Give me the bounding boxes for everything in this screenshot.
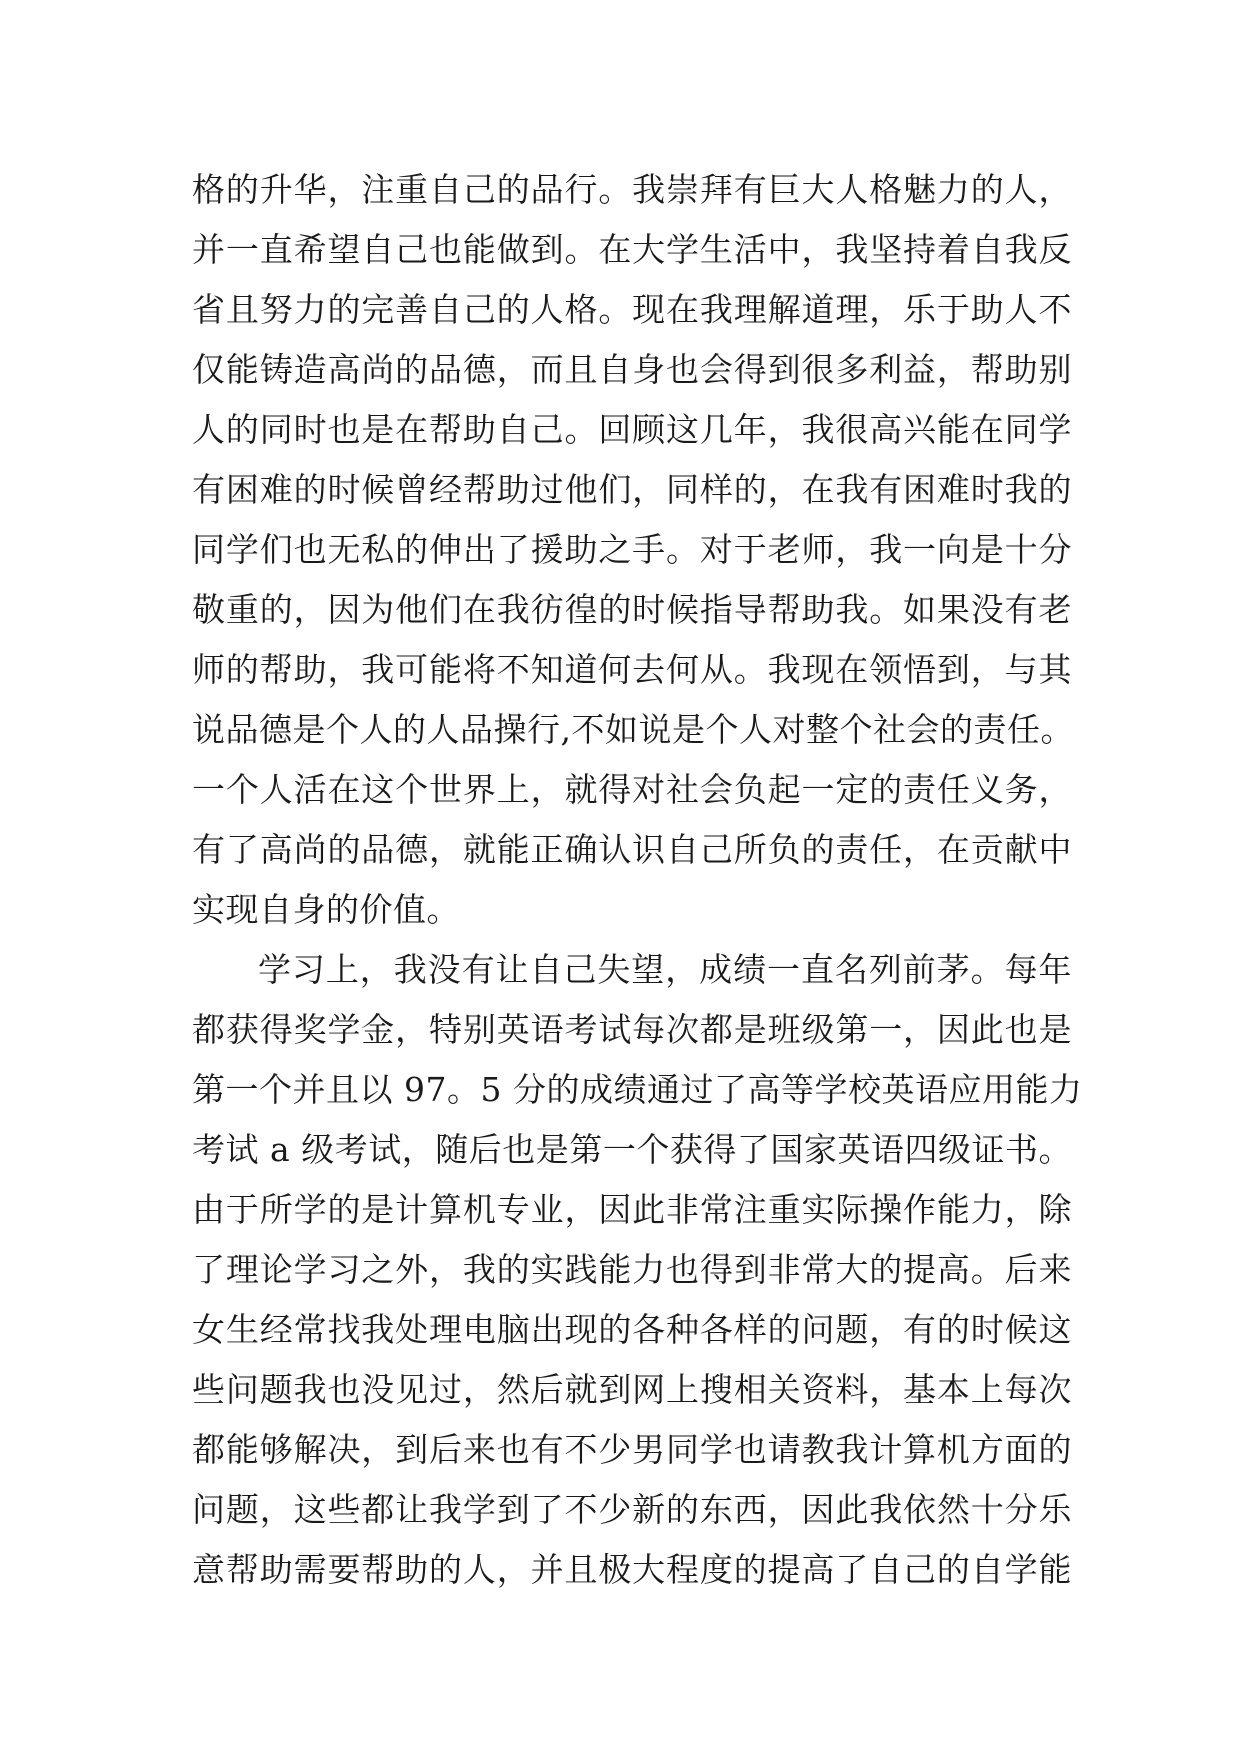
text-line: 了理论学习之外，我的实践能力也得到非常大的提高。后来: [192, 1250, 1072, 1289]
text-line: 格的升华，注重自己的品行。我崇拜有巨大人格魅力的人，: [192, 170, 1072, 209]
text-line: 一个人活在这个世界上，就得对社会负起一定的责任义务，: [192, 770, 1072, 809]
text-line: 说品德是个人的人品操行,不如说是个人对整个社会的责任。: [192, 710, 1074, 749]
text-line: 女生经常找我处理电脑出现的各种各样的问题，有的时候这: [192, 1310, 1072, 1349]
text-line: 都获得奖学金，特别英语考试每次都是班级第一，因此也是: [192, 1010, 1072, 1049]
text-line: 师的帮助，我可能将不知道何去何从。我现在领悟到，与其: [192, 650, 1072, 689]
body-text: [192, 160, 1083, 1600]
text-line: 意帮助需要帮助的人，并且极大程度的提高了自己的自学能: [192, 1550, 1072, 1589]
text-line: 学习上，我没有让自己失望，成绩一直名列前茅。每年: [258, 950, 1072, 989]
text-line: 由于所学的是计算机专业，因此非常注重实际操作能力，除: [192, 1190, 1072, 1229]
text-line: 并一直希望自己也能做到。在大学生活中，我坚持着自我反: [192, 230, 1072, 269]
paragraph-study: [192, 940, 1083, 1600]
text-line: 都能够解决，到后来也有不少男同学也请教我计算机方面的: [192, 1430, 1072, 1469]
paragraph-character: [192, 160, 1072, 940]
text-line: 敬重的，因为他们在我彷徨的时候指导帮助我。如果没有老: [192, 590, 1072, 629]
text-line: 仅能铸造高尚的品德，而且自身也会得到很多利益，帮助别: [192, 350, 1072, 389]
text-line: 实现自身的价值。: [192, 890, 460, 929]
text-line: 考试 a 级考试，随后也是第一个获得了国家英语四级证书。: [192, 1130, 1072, 1169]
text-line: 人的同时也是在帮助自己。回顾这几年，我很高兴能在同学: [192, 410, 1072, 449]
text-line: 有了高尚的品德，就能正确认识自己所负的责任，在贡献中: [192, 830, 1072, 869]
text-line: 有困难的时候曾经帮助过他们，同样的，在我有困难时我的: [192, 470, 1072, 509]
text-line: 第一个并且以 97。5 分的成绩通过了高等学校英语应用能力: [192, 1070, 1083, 1109]
text-line: 同学们也无私的伸出了援助之手。对于老师，我一向是十分: [192, 530, 1072, 569]
text-line: 问题，这些都让我学到了不少新的东西，因此我依然十分乐: [192, 1490, 1072, 1529]
text-line: 省且努力的完善自己的人格。现在我理解道理，乐于助人不: [192, 290, 1072, 329]
text-line: 些问题我也没见过，然后就到网上搜相关资料，基本上每次: [192, 1370, 1072, 1409]
